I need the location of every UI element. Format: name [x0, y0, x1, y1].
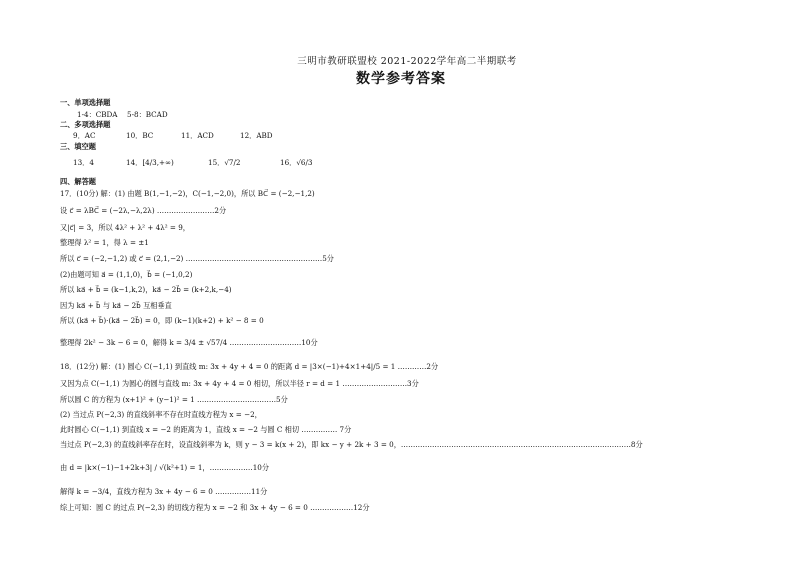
solution-line: 所以圆 C 的方程为 (x+1)² + (y−1)² = 1 ……………………………5分 [60, 395, 288, 404]
solution-line: 又因为点 C(−1,1) 为圆心的圆与直线 m: 3x + 4y + 4 = 0 相切，所以半径 r = d = 1 ………………………3分 [60, 379, 419, 388]
solution-line: 整理得 λ² = 1，得 λ = ±1 [60, 238, 149, 247]
answer-item: 13．4 [73, 158, 94, 167]
solution-line: 所以 c⃗ = (−2,−1,2) 或 c⃗ = (2,1,−2) …………………………………………………5分 [60, 254, 334, 263]
solution-line: 由 d = |k×(−1)−1+2k+3| / √(k²+1) = 1，………………10分 [60, 463, 270, 472]
answer-item: 12．ABD [240, 131, 273, 140]
solution-line: (2) 当过点 P(−2,3) 的直线斜率不存在时直线方程为 x = −2， [60, 410, 262, 419]
answer-item: 5-8：BCAD [127, 110, 168, 119]
solution-line: 又|c⃗| = 3，所以 4λ² + λ² + 4λ² = 9， [60, 223, 190, 232]
answer-item: 11．ACD [181, 131, 214, 140]
solution-line: 解得 k = −3/4，直线方程为 3x + 4y − 6 = 0 ……………11分 [60, 487, 268, 496]
answer-item: 14．[4/3,+∞) [126, 158, 174, 167]
solution-line: 因为 ka⃗ + b⃗ 与 ka⃗ − 2b⃗ 互相垂直 [60, 301, 172, 310]
section-heading: 一、单项选择题 [60, 98, 111, 107]
section-heading: 三、填空题 [60, 142, 96, 151]
solution-line: 所以 ka⃗ + b⃗ = (k−1,k,2)，ka⃗ − 2b⃗ = (k+2,k,−4) [60, 285, 232, 294]
answer-item: 9．AC [73, 131, 96, 140]
answer-item: 1-4：CBDA [77, 110, 118, 119]
section-heading: 四、解答题 [60, 177, 96, 186]
answer-item: 16．√6/3 [280, 158, 313, 167]
solution-line: 所以 (ka⃗ + b⃗)·(ka⃗ − 2b⃗) = 0，即 (k−1)(k+2) + k² − 8 = 0 [60, 316, 264, 325]
exam-subtitle: 三明市教研联盟校 2021-2022学年高二半期联考 [297, 56, 517, 67]
answer-item: 10．BC [126, 131, 154, 140]
solution-line: 设 c⃗ = λBC⃗ = (−2λ,−λ,2λ) ……………………2分 [60, 206, 227, 215]
solution-line: 17．(10分) 解：(1) 由题 B(1,−1,−2)，C(−1,−2,0)，所以 BC⃗ = (−2,−1,2) [60, 189, 315, 198]
solution-line: 整理得 2k² − 3k − 6 = 0，解得 k = 3/4 ± √57/4 …………………………10分 [60, 338, 318, 347]
solution-line: 18．(12分) 解：(1) 圆心 C(−1,1) 到直线 m: 3x + 4y + 4 = 0 的距离 d = |3×(−1)+4×1+4|/5 = 1 …………2分 [60, 362, 439, 371]
page-title: 数学参考答案 [356, 71, 446, 87]
solution-line: 此时圆心 C(−1,1) 到直线 x = −2 的距离为 1，直线 x = −2 与圆 C 相切 …………… 7分 [60, 425, 352, 434]
solution-line: (2)由题可知 a⃗ = (1,1,0)，b⃗ = (−1,0,2) [60, 270, 193, 279]
solution-line: 综上可知：圆 C 的过点 P(−2,3) 的切线方程为 x = −2 和 3x + 4y − 6 = 0 ………………12分 [60, 503, 370, 512]
solution-line: 当过点 P(−2,3) 的直线斜率存在时，设直线斜率为 k，则 y − 3 = k(x + 2)，即 kx − y + 2k + 3 = 0，……………………………………………………………………………………8分 [60, 440, 643, 449]
answer-item: 15．√7/2 [208, 158, 241, 167]
section-heading: 二、多项选择题 [60, 120, 111, 129]
